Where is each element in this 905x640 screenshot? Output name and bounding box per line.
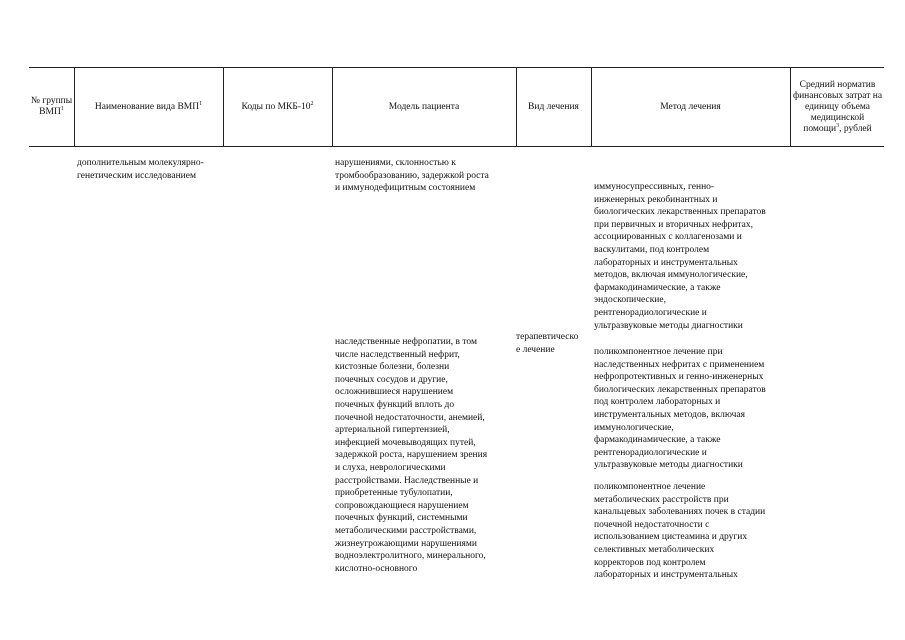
header-treatment-method bbox=[592, 68, 789, 146]
treatment-type-2: терапевтическо е лечение bbox=[516, 332, 579, 355]
header-vmp-name-label: Наименование вида ВМП bbox=[94, 101, 200, 112]
header-vmp-name bbox=[75, 68, 222, 146]
patient-model-2: наследственные нефропатии, в том числе наследственный нефрит, кистозные болезни, болезни почечных сосудов и другие, осложнившиеся нарушением почечных функций вплоть до почечной недостаточности, анемией, артериальной гипертензией, инфекцией мочевыводящих путей, задержкой роста, нарушением зрения и слуха, неврологическими расстройствами. Наследственные и приобретенные тубулопатии, сопровождающиеся нарушением почечных функций, системными метаболическими расстройствами, жизнеугрожающими нарушениями водноэлектролитного, минерального, кислотно-основного bbox=[335, 337, 488, 574]
header-treatment-type-label: Вид лечения bbox=[528, 101, 579, 112]
patient-model-1: нарушениями, склонностью к тромбообразованию, задержкой роста и иммунодефицитным состоянием bbox=[335, 158, 489, 194]
header-icd-codes bbox=[224, 68, 331, 146]
header-cost-suffix: , рублей bbox=[839, 123, 872, 134]
header-patient-model bbox=[333, 68, 515, 146]
header-vmp-name-footnote: 1 bbox=[199, 100, 203, 107]
header-cost-footnote: 3 bbox=[836, 122, 840, 129]
treatment-method-1: иммуносупрессивных, генно- инженерных рекобинантных и биологических лекарственных препаратов при первичных и вторичных нефритах, ассоциированных с коллагенозами и васкулитами, под контролем лабораторных и инструментальных методов, включая иммунологические, фармакодинамические, а также эндоскопические, рентгенорадиологические и ультразвуковые методы диагностики bbox=[594, 182, 766, 331]
header-treatment-type bbox=[517, 68, 590, 146]
header-group-number-label: № группы ВМП bbox=[30, 96, 73, 117]
table-header-bottom-border bbox=[29, 146, 884, 147]
header-patient-model-label: Модель пациента bbox=[388, 101, 460, 112]
header-group-number bbox=[30, 68, 73, 146]
vmp-name-continuation: дополнительным молекулярно- генетическим исследованием bbox=[77, 158, 204, 181]
header-group-number-footnote: 1 bbox=[60, 105, 64, 112]
header-cost bbox=[791, 68, 884, 146]
header-cost-label: Средний норматив финансовых затрат на единицу объема медицинской помощи bbox=[792, 79, 883, 134]
header-treatment-method-label: Метод лечения bbox=[660, 101, 721, 112]
header-icd-codes-footnote: 2 bbox=[310, 100, 314, 107]
treatment-method-2: поликомпонентное лечение при наследственных нефритах с применением нефропротективных и генно-инженерных биологических лекарственных препаратов под контролем лабораторных и инструментальных методов, включая иммунологические, фармакодинамические, а также рентгенорадиологические и ультразвуковые методы диагностики bbox=[594, 347, 766, 471]
treatment-method-3: поликомпонентное лечение метаболических расстройств при канальцевых заболеваниях почек в стадии почечной недостаточности с использованием цистеамина и других селективных метаболических корректоров под контролем лабораторных и инструментальных bbox=[594, 482, 766, 581]
header-icd-codes-label: Коды по МКБ-10 bbox=[241, 101, 311, 112]
